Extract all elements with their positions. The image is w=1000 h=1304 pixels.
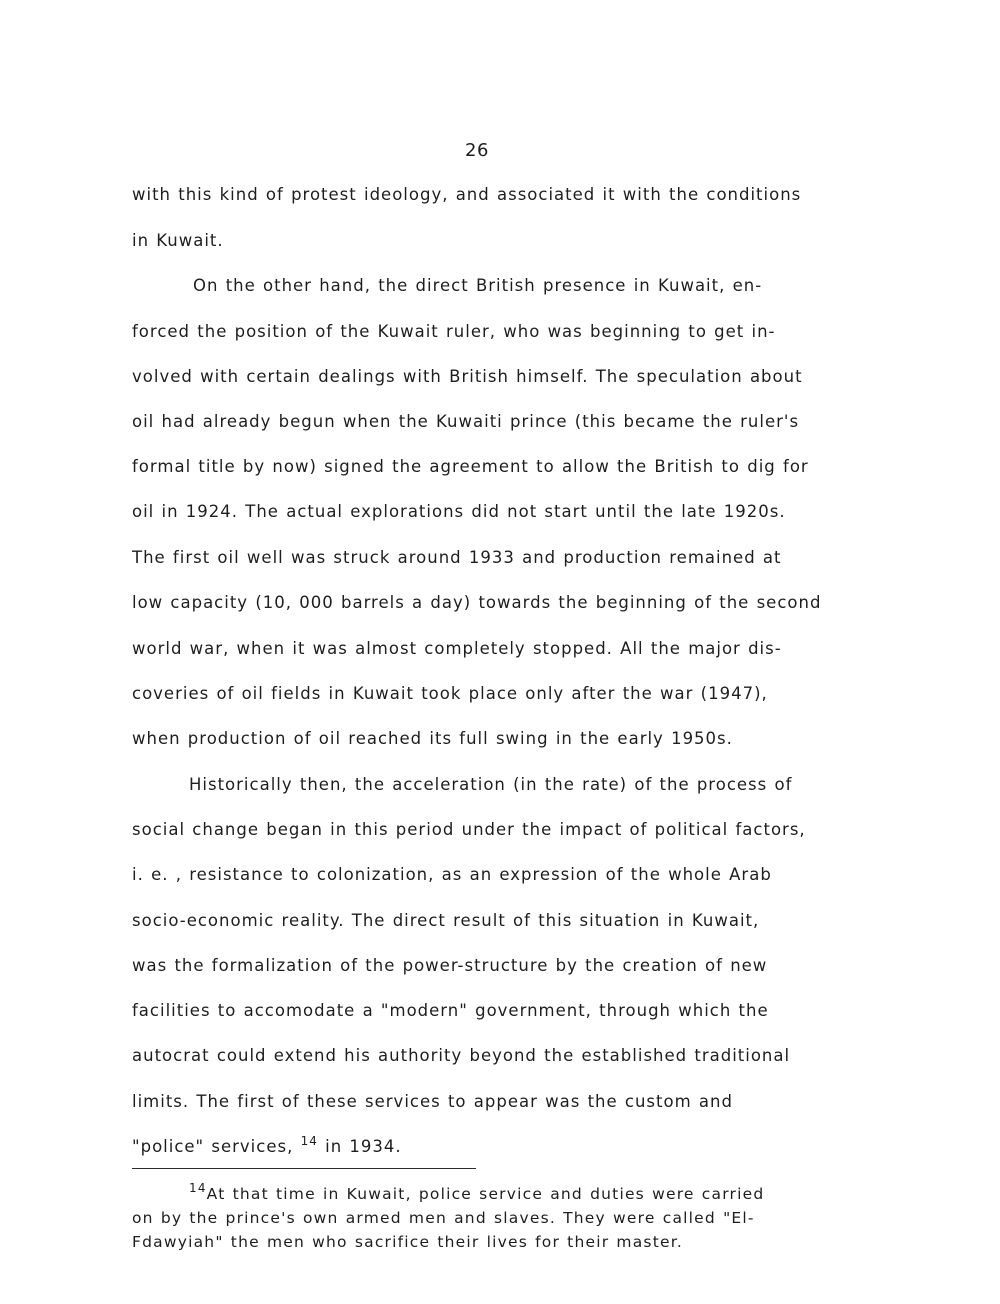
footnote-reference: 14 [300, 1134, 318, 1148]
body-line: formal title by now) signed the agreement to allow the British to dig for [132, 457, 809, 476]
body-line: in Kuwait. [132, 231, 224, 250]
body-line: Historically then, the acceleration (in the rate) of the process of [189, 775, 793, 794]
body-line: facilities to accomodate a "modern" government, through which the [132, 1001, 769, 1020]
body-line: world war, when it was almost completely stopped. All the major dis- [132, 639, 782, 658]
body-line: On the other hand, the direct British presence in Kuwait, en- [193, 276, 763, 295]
footnote-line [189, 1181, 765, 1205]
body-line: oil had already begun when the Kuwaiti prince (this became the ruler's [132, 412, 800, 431]
body-line: socio-economic reality. The direct result of this situation in Kuwait, [132, 911, 760, 930]
footnote-line: on by the prince's own armed men and slaves. They were called "El- [132, 1209, 755, 1227]
body-line: forced the position of the Kuwait ruler, who was beginning to get in- [132, 322, 776, 341]
footnote-marker: 14 [189, 1181, 207, 1195]
body-line: oil in 1924. The actual explorations did not start until the late 1920s. [132, 502, 786, 521]
footnote-divider [132, 1168, 476, 1169]
body-line: was the formalization of the power-structure by the creation of new [132, 956, 768, 975]
body-line-last [132, 1134, 402, 1158]
page-number: 26 [465, 140, 489, 161]
last-line-after: in 1934. [325, 1137, 402, 1156]
body-line: coveries of oil fields in Kuwait took place only after the war (1947), [132, 684, 768, 703]
body-line: i. e. , resistance to colonization, as an expression of the whole Arab [132, 865, 772, 884]
body-line: when production of oil reached its full swing in the early 1950s. [132, 729, 733, 748]
last-line-before: "police" services, [132, 1137, 294, 1156]
body-line: limits. The first of these services to appear was the custom and [132, 1092, 733, 1111]
body-line: low capacity (10, 000 barrels a day) towards the beginning of the second [132, 593, 822, 612]
body-line: The first oil well was struck around 1933 and production remained at [132, 548, 782, 567]
footnote-line: Fdawyiah" the men who sacrifice their lives for their master. [132, 1233, 683, 1251]
body-line: volved with certain dealings with British himself. The speculation about [132, 367, 803, 386]
body-line: with this kind of protest ideology, and associated it with the conditions [132, 185, 802, 204]
footnote-line-text: At that time in Kuwait, police service and duties were carried [206, 1185, 765, 1203]
body-line: social change began in this period under the impact of political factors, [132, 820, 806, 839]
body-line: autocrat could extend his authority beyond the established traditional [132, 1046, 791, 1065]
